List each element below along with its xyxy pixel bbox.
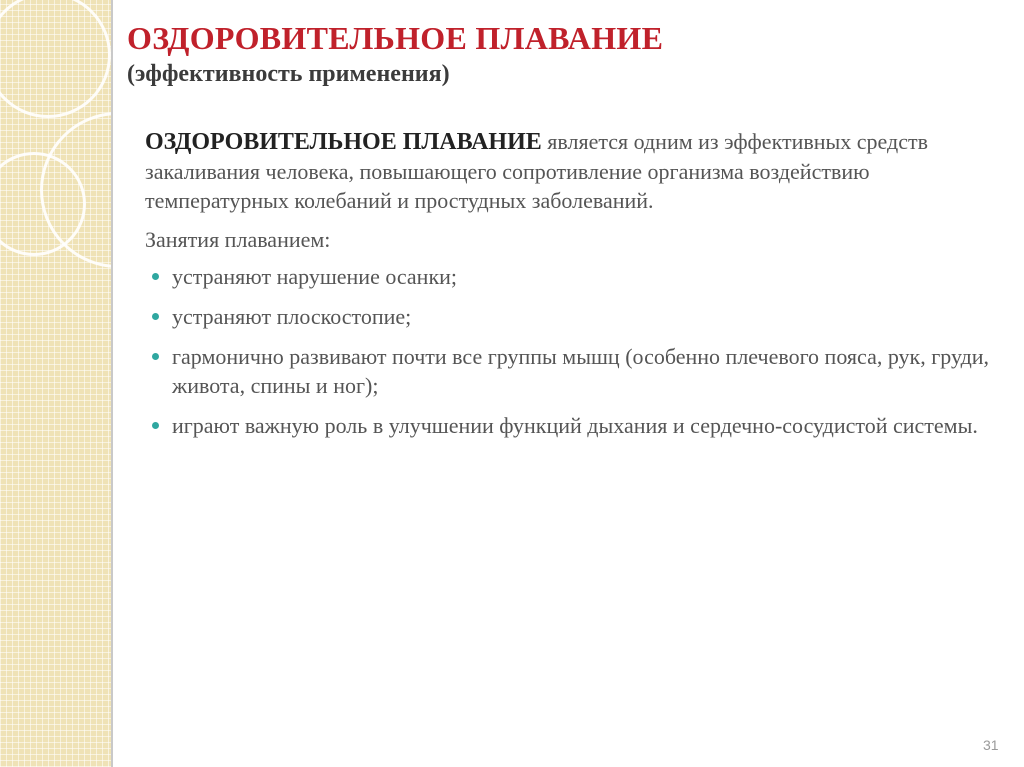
decorative-side-panel — [0, 0, 111, 767]
page-number: 31 — [983, 737, 999, 753]
bullet-dot-icon — [152, 273, 159, 280]
lead-text: является одним из эффективных средств закаливания человека, повышающего сопротивление организма воздействию температурных колебаний и простудных заболеваний. — [145, 129, 928, 213]
bullet-dot-icon — [152, 422, 159, 429]
list-item-text: устраняют плоскостопие; — [172, 304, 412, 329]
side-panel-border — [111, 0, 113, 767]
list-item-text: устраняют нарушение осанки; — [172, 264, 458, 289]
list-item — [145, 262, 995, 291]
list-item-text: играют важную роль в улучшении функций дыхания и сердечно-сосудистой системы. — [172, 413, 978, 438]
benefits-list — [145, 262, 995, 440]
list-item — [145, 302, 995, 331]
list-item — [145, 411, 995, 440]
decorative-circle-icon — [0, 0, 111, 118]
list-item — [145, 342, 995, 400]
slide-subtitle: (эффективность применения) — [127, 61, 450, 87]
lead-paragraph — [145, 127, 995, 215]
slide-body — [145, 127, 995, 451]
list-intro: Занятия плаванием: — [145, 227, 331, 252]
bullet-dot-icon — [152, 353, 159, 360]
list-item-text: гармонично развивают почти все группы мышц (особенно плечевого пояса, рук, груди, живота, спины и ног); — [172, 344, 990, 398]
slide-title: ОЗДОРОВИТЕЛЬНОЕ ПЛАВАНИЕ — [127, 20, 664, 56]
lead-emphasis: ОЗДОРОВИТЕЛЬНОЕ ПЛАВАНИЕ — [145, 129, 542, 155]
bullet-dot-icon — [152, 313, 159, 320]
